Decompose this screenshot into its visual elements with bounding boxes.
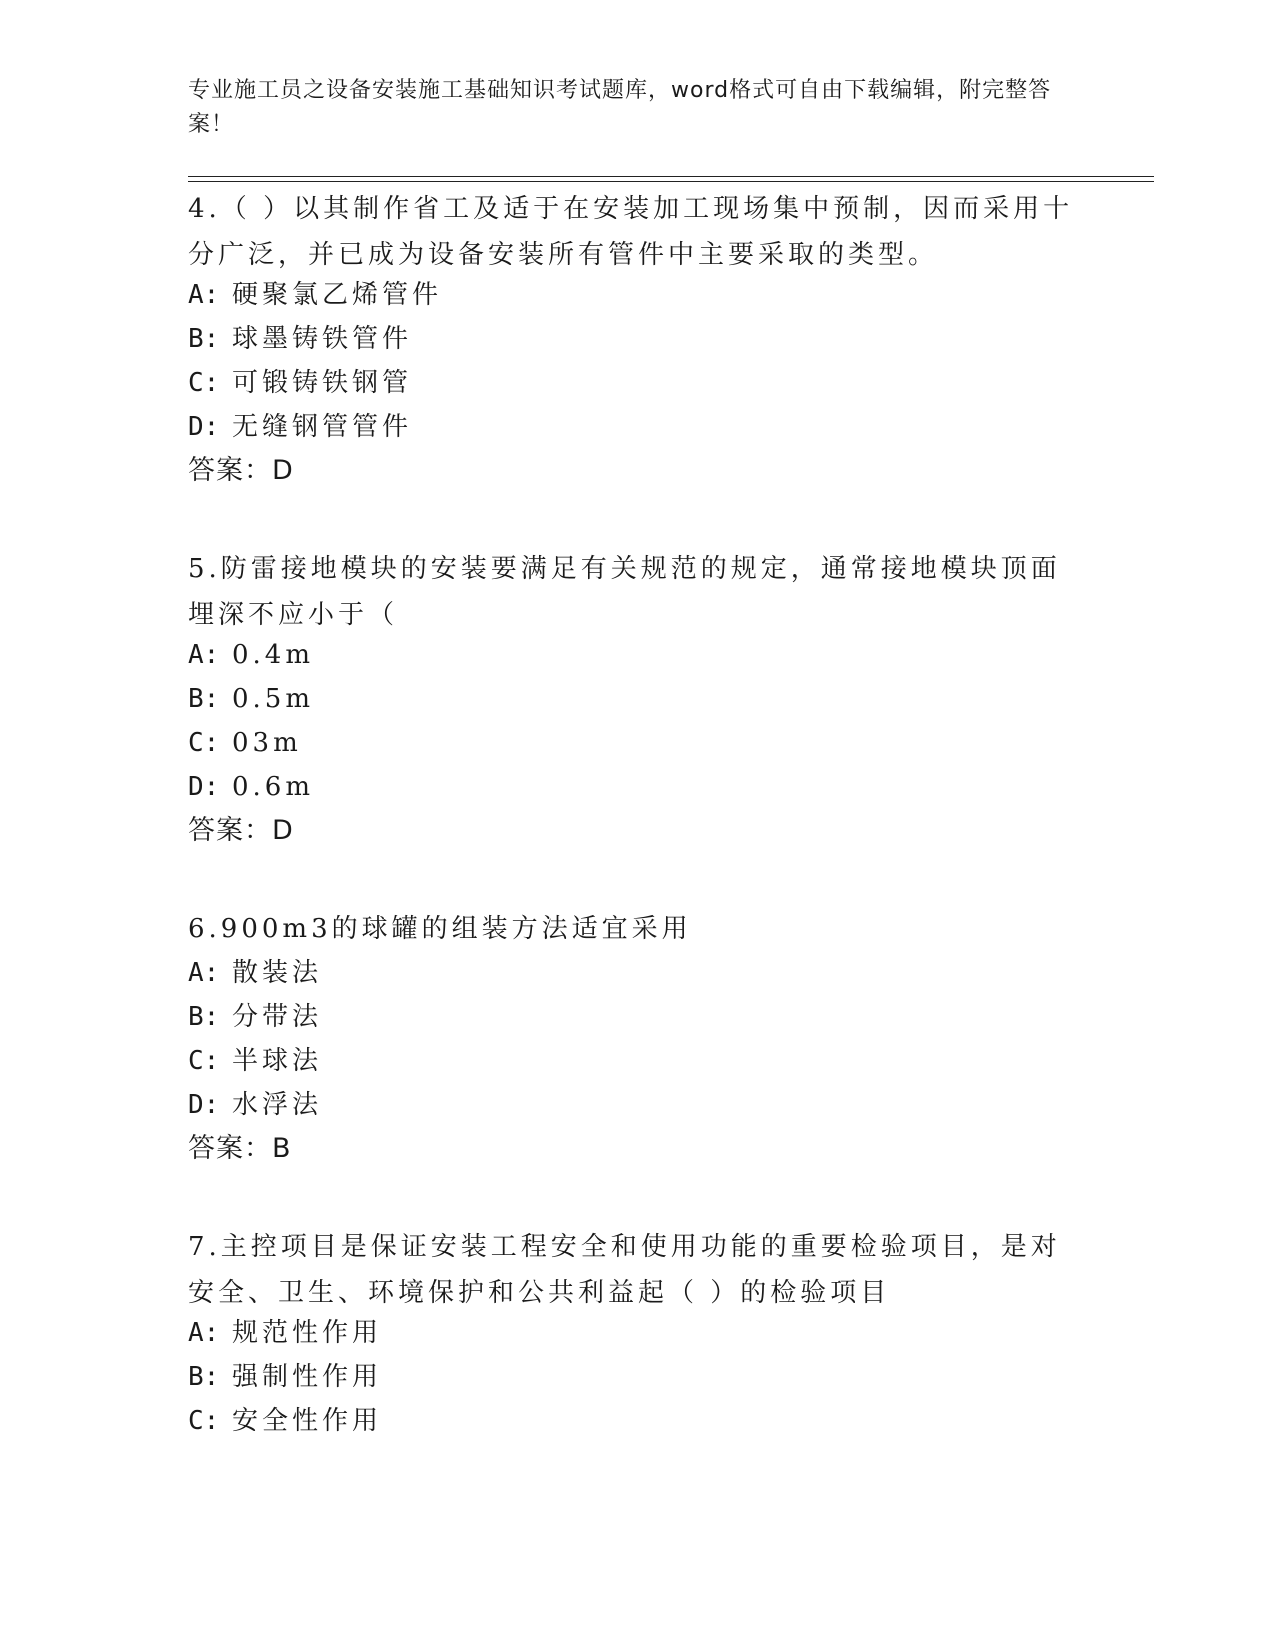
question-7-text: 7.主控项目是保证安装工程安全和使用功能的重要检验项目，是对安全、卫生、环境保护和公共利益起（ ）的检验项目 xyxy=(188,1232,1061,1308)
header-divider-bottom xyxy=(188,181,1154,182)
question-7-option-a xyxy=(188,1310,382,1356)
question-4-text: 4.（ ）以其制作省工及适于在安装加工现场集中预制，因而采用十分广泛，并已成为设备安装所有管件中主要采取的类型。 xyxy=(188,194,1074,270)
option-letter: B: xyxy=(188,684,220,714)
question-5-option-c xyxy=(188,720,302,766)
option-text: 0.6m xyxy=(232,772,315,802)
question-5-option-d xyxy=(188,764,314,810)
question-5-text: 5.防雷接地模块的安装要满足有关规范的规定，通常接地模块顶面埋深不应小于（ xyxy=(188,554,1061,630)
question-4-option-b xyxy=(188,316,412,362)
option-text: 分带法 xyxy=(232,1002,323,1032)
option-letter: C: xyxy=(188,368,220,398)
option-text: 规范性作用 xyxy=(232,1318,383,1348)
option-text: 可锻铸铁钢管 xyxy=(232,368,413,398)
option-letter: A: xyxy=(188,958,220,988)
question-4-answer: 答案：D xyxy=(188,455,294,486)
question-4-option-d xyxy=(188,404,412,450)
option-letter: B: xyxy=(188,1362,220,1392)
question-6-option-c xyxy=(188,1038,322,1084)
question-6-option-a xyxy=(188,950,322,996)
option-letter: D: xyxy=(188,772,220,802)
option-letter: B: xyxy=(188,1002,220,1032)
option-letter: A: xyxy=(188,280,220,310)
question-6-text: 6.900m3的球罐的组装方法适宜采用 xyxy=(188,914,692,944)
option-letter: B: xyxy=(188,324,220,354)
question-6-answer: 答案：B xyxy=(188,1133,292,1164)
option-text: 强制性作用 xyxy=(232,1362,383,1392)
question-5-option-a xyxy=(188,632,314,678)
question-5-answer: 答案：D xyxy=(188,815,294,846)
document-header: 专业施工员之设备安装施工基础知识考试题库，word格式可自由下载编辑，附完整答案！ xyxy=(188,78,1052,137)
option-text: 03m xyxy=(232,728,302,758)
question-4-option-c xyxy=(188,360,412,406)
option-text: 0.4m xyxy=(232,640,315,670)
option-text: 0.5m xyxy=(232,684,315,714)
option-text: 散装法 xyxy=(232,958,323,988)
option-letter: D: xyxy=(188,1090,220,1120)
option-text: 硬聚氯乙烯管件 xyxy=(232,280,443,310)
option-text: 球墨铸铁管件 xyxy=(232,324,413,354)
question-6-option-d xyxy=(188,1082,322,1128)
option-letter: D: xyxy=(188,412,220,442)
question-6-option-b xyxy=(188,994,322,1040)
option-letter: C: xyxy=(188,1046,220,1076)
option-letter: A: xyxy=(188,1318,220,1348)
question-7-option-b xyxy=(188,1354,382,1400)
option-letter: C: xyxy=(188,728,220,758)
option-text: 水浮法 xyxy=(232,1090,323,1120)
header-divider-top xyxy=(188,176,1154,177)
question-7-option-c xyxy=(188,1398,382,1444)
option-text: 安全性作用 xyxy=(232,1406,383,1436)
option-letter: A: xyxy=(188,640,220,670)
option-letter: C: xyxy=(188,1406,220,1436)
question-5-option-b xyxy=(188,676,314,722)
question-4-option-a xyxy=(188,272,442,318)
option-text: 半球法 xyxy=(232,1046,323,1076)
option-text: 无缝钢管管件 xyxy=(232,412,413,442)
